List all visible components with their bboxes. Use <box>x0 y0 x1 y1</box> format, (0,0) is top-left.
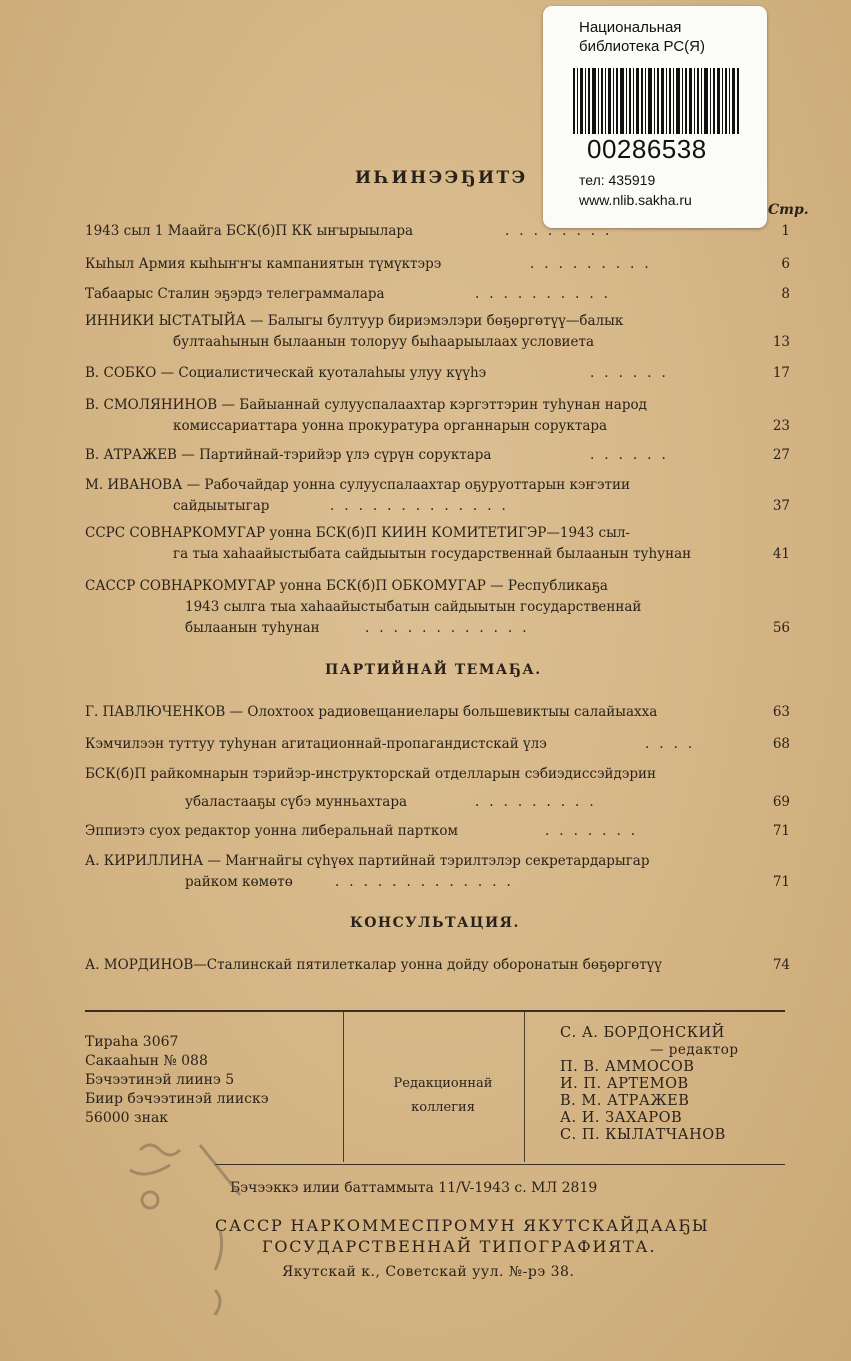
printer-name-line2: ГОСУДАРСТВЕННАЙ ТИПОГРАФИЯТА. <box>262 1237 657 1256</box>
toc-entry: В. АТРАЖЕВ — Партийнай-тэрийэр үлэ сүрүн соруктара ...... 27 <box>85 447 790 463</box>
toc-entry: 1943 сыл 1 Маайга БСК(б)П КК ыҥырыылара ........ 1 <box>85 223 790 239</box>
toc-entry-title-cont: 1943 сылга тыа хаһаайыстыбатын сайдыытын государственнай <box>185 599 642 615</box>
barcode-icon <box>573 68 739 134</box>
toc-entry-page: 56 <box>772 620 790 636</box>
toc-entry <box>85 956 790 982</box>
divider <box>524 1012 525 1162</box>
toc-entry: САССР СОВНАРКОМУГАР уонна БСК(б)П ОБКОМУГАР — Республикаҕа 1943 сылга тыа хаһаайыстыбатын сайдыытын государственнай былаанын туһунан ............ 56 <box>85 578 790 636</box>
editor-role: — редактор <box>650 1042 739 1058</box>
toc-entry-title: ССРС СОВНАРКОМУГАР уонна БСК(б)П КИИН КОМИТЕТИГЭР—1943 сыл- <box>85 525 630 541</box>
board-member: И. П. АРТЕМОВ <box>560 1076 689 1092</box>
toc-entry-title: Табаарыс Сталин эҕэрдэ телеграммалара <box>85 286 385 302</box>
toc-entry: Кыһыл Армия кыһыҥҥы кампаниятын түмүктэрэ ......... 6 <box>85 256 790 272</box>
barcode-number: 00286538 <box>587 134 707 164</box>
toc-entry-title: 1943 сыл 1 Маайга БСК(б)П КК ыҥырыылара <box>85 223 414 239</box>
section-heading-consultation: КОНСУЛЬТАЦИЯ. <box>350 915 520 931</box>
toc-entry: В. СОБКО — Социалистическай куоталаһыы улуу күүһэ ...... 17 <box>85 365 790 381</box>
print-run: Тираһа 3067 <box>85 1034 179 1050</box>
toc-entry: А. КИРИЛЛИНА — Маҥнайгы сүһүөх партийнай тэрилтэлэр секретардарыгар райком көмөтө ............. 71 <box>85 853 790 890</box>
toc-entry-title: Кэмчилээн туттуу туһунан агитационнай-пропагандистскай үлэ <box>85 736 547 752</box>
toc-entry-title-cont: га тыа хаһаайыстыбата сайдыытын государственнай былаанын туһунан <box>173 546 692 562</box>
toc-entry-title-cont: убаластааҕы сүбэ мунньахтара <box>185 794 408 810</box>
board-member: В. М. АТРАЖЕВ <box>560 1093 690 1109</box>
toc-entry-page: 13 <box>772 334 790 350</box>
toc-entry-title-cont: былаанын туһунан <box>185 620 320 636</box>
chars-per-sheet-label: Биир бэчээтинэй лиискэ <box>85 1091 269 1107</box>
toc-entry-page: 1 <box>781 223 790 239</box>
toc-entry <box>85 312 790 356</box>
toc-entry-page: 68 <box>772 736 790 752</box>
library-sticker <box>543 6 767 228</box>
toc-entry: Табаарыс Сталин эҕэрдэ телеграммалара .......... 8 <box>85 286 790 302</box>
contents-title: ИҺИНЭЭҔИТЭ <box>355 168 528 188</box>
toc-entry-page: 17 <box>772 365 790 381</box>
toc-entry-page: 6 <box>781 256 790 272</box>
page-column-label: Стр. <box>768 202 809 218</box>
toc-entry-title: А. МОРДИНОВ—Сталинскай пятилеткалар уонна дойду оборонатын бөҕөргөтүү <box>85 957 662 973</box>
library-name-line1: Национальная <box>579 19 682 36</box>
printer-address: Якутскай к., Советскай уул. №-рэ 38. <box>282 1264 575 1280</box>
toc-entry: БСК(б)П райкомнарын тэрийэр-инструкторскай отделларын сэбиэдиссэйдэрин убаластааҕы сүбэ мунньахтара ......... 69 <box>85 766 790 810</box>
toc-entry-page: 63 <box>772 704 790 720</box>
toc-entry-title-cont: сайдыытыгар <box>173 498 270 514</box>
toc-entry-page: 37 <box>772 498 790 514</box>
toc-entry-title: Г. ПАВЛЮЧЕНКОВ — Олохтоох радиовещаниелары большевиктыы салайыахха <box>85 704 658 720</box>
toc-entry: М. ИВАНОВА — Рабочайдар уонна сулууспалаахтар оҕуруоттарын кэҥэтии сайдыытыгар ............. 37 <box>85 477 790 514</box>
toc-entry-title: САССР СОВНАРКОМУГАР уонна БСК(б)П ОБКОМУГАР — Республикаҕа <box>85 578 608 594</box>
signed-to-print-line: Бэчээккэ илии баттаммыта 11/V-1943 с. МЛ 2819 <box>230 1180 598 1196</box>
toc-entry <box>85 703 790 729</box>
print-sheets: Бэчээтинэй лиинэ 5 <box>85 1072 235 1088</box>
toc-entry-page: 74 <box>772 957 790 973</box>
editorial-board-label: Редакционнай коллегия <box>393 1076 493 1115</box>
toc-entry-title-cont: бултааһынын былаанын толоруу быһаарыылаах условиета <box>173 334 595 350</box>
toc-entry <box>85 396 790 440</box>
divider <box>343 1012 344 1162</box>
imprint-print-details <box>85 1033 269 1128</box>
faded-stamp-icon <box>100 1130 260 1330</box>
toc-entry-title-cont: комиссариаттара уонна прокуратура органнарын соруктара <box>173 418 608 434</box>
editor-name: С. А. БОРДОНСКИЙ <box>560 1025 725 1041</box>
toc-entry-page: 69 <box>772 794 790 810</box>
toc-entry-page: 23 <box>772 418 790 434</box>
toc-entry-title: БСК(б)П райкомнарын тэрийэр-инструкторскай отделларын сэбиэдиссэйдэрин <box>85 766 657 782</box>
toc-entry-title: А. КИРИЛЛИНА — Маҥнайгы сүһүөх партийнай тэрилтэлэр секретардарыгар <box>85 853 650 869</box>
divider <box>85 1010 785 1012</box>
toc-entry-title: В. СМОЛЯНИНОВ — Байыаннай сулууспалаахтар кэргэттэрин туһунан народ <box>85 397 647 413</box>
library-name-line2: библиотека РС(Я) <box>579 38 705 55</box>
board-member: П. В. АММОСОВ <box>560 1059 695 1075</box>
toc-entry-page: 8 <box>781 286 790 302</box>
toc-entry-title: В. СОБКО — Социалистическай куоталаһыы улуу күүһэ <box>85 365 487 381</box>
toc-entry-title: М. ИВАНОВА — Рабочайдар уонна сулууспалаахтар оҕуруоттарын кэҥэтии <box>85 477 631 493</box>
board-member: С. П. КЫЛАТЧАНОВ <box>560 1127 726 1143</box>
toc-entry-title: В. АТРАЖЕВ — Партийнай-тэрийэр үлэ сүрүн соруктара <box>85 447 492 463</box>
toc-entry <box>85 524 790 568</box>
toc-entry-title-cont: райком көмөтө <box>185 874 293 890</box>
divider <box>215 1164 785 1165</box>
toc-entry: Кэмчилээн туттуу туһунан агитационнай-пропагандистскай үлэ .... 68 <box>85 736 790 752</box>
library-phone: тел: 435919 <box>579 172 656 188</box>
library-website: www.nlib.sakha.ru <box>579 192 692 208</box>
toc-entry-page: 41 <box>772 546 790 562</box>
toc-entry-title: ИННИКИ ЫСТАТЫЙА — Балыгы бултуур бириэмэлэри бөҕөргөтүү—балык <box>85 313 624 329</box>
toc-entry-page: 27 <box>772 447 790 463</box>
toc-entry-title: Кыһыл Армия кыһыҥҥы кампаниятын түмүктэрэ <box>85 256 442 272</box>
toc-entry-page: 71 <box>772 823 790 839</box>
editorial-board-members <box>560 1025 738 1144</box>
order-number: Сакааһын № 088 <box>85 1053 208 1069</box>
toc-entry: Эппиэтэ суох редактор уонна либеральнай партком ....... 71 <box>85 823 790 839</box>
section-heading-party: ПАРТИЙНАЙ ТЕМАҔА. <box>325 662 542 678</box>
board-member: А. И. ЗАХАРОВ <box>560 1110 683 1126</box>
toc-entry-page: 71 <box>772 874 790 890</box>
printer-name-line1: САССР НАРКОММЕСПРОМУН ЯКУТСКАЙДААҔЫ <box>215 1216 710 1235</box>
chars-per-sheet-value: 56000 знак <box>85 1110 169 1126</box>
toc-entry-title: Эппиэтэ суох редактор уонна либеральнай партком <box>85 823 458 839</box>
